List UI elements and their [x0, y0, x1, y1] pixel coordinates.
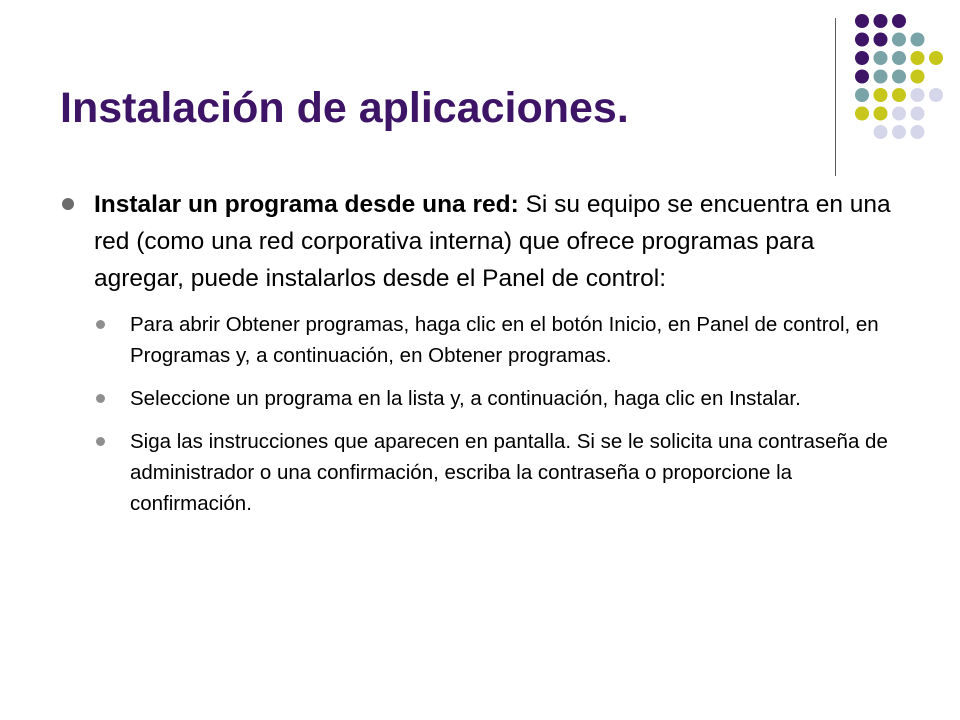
decorative-dot — [911, 33, 925, 47]
title-divider — [835, 18, 836, 176]
decorative-dot — [855, 51, 869, 65]
sub-bullet — [62, 426, 892, 519]
decorative-dot — [855, 107, 869, 121]
decorative-dot — [892, 70, 906, 84]
decorative-dot — [911, 51, 925, 65]
decorative-dot — [911, 88, 925, 102]
decorative-dot — [874, 33, 888, 47]
decorative-dot — [855, 14, 869, 28]
sub-bullet-text: Para abrir Obtener programas, haga clic en el botón Inicio, en Panel de control, en Programas y, a continuación, en Obtener programas. — [130, 313, 879, 367]
decorative-dot — [892, 33, 906, 47]
main-bullet-text: Si su equipo se encuentra en una red (como una red corporativa interna) que ofrece programas para agregar, puede instalarlos desde el Panel de control: — [94, 191, 891, 292]
slide-title: Instalación de aplicaciones. — [60, 84, 629, 132]
decorative-dot — [892, 107, 906, 121]
decorative-dot — [874, 14, 888, 28]
sub-bullet-text: Siga las instrucciones que aparecen en pantalla. Si se le solicita una contraseña de administrador o una confirmación, escriba la contraseña o proporcione la confirmación. — [130, 430, 888, 515]
decorative-dot — [911, 107, 925, 121]
decorative-dot — [855, 70, 869, 84]
bullet-icon — [62, 198, 74, 210]
decorative-dot — [855, 33, 869, 47]
decorative-dot — [892, 125, 906, 139]
sub-bullet-text: Seleccione un programa en la lista y, a continuación, haga clic en Instalar. — [130, 387, 801, 410]
slide-body — [62, 186, 892, 531]
decorative-dot — [892, 51, 906, 65]
decorative-dot — [874, 125, 888, 139]
decorative-dot — [874, 107, 888, 121]
main-bullet-lead: Instalar un programa desde una red: — [94, 191, 519, 218]
decorative-dot — [874, 88, 888, 102]
sub-bullet — [62, 309, 892, 371]
decorative-dot — [892, 88, 906, 102]
decorative-dot — [892, 14, 906, 28]
bullet-icon — [96, 394, 105, 403]
decorative-dot — [874, 51, 888, 65]
bullet-icon — [96, 320, 105, 329]
sub-bullet — [62, 383, 892, 414]
decorative-dot — [911, 70, 925, 84]
bullet-icon — [96, 437, 105, 446]
decorative-dot — [929, 88, 943, 102]
decorative-dot — [874, 70, 888, 84]
main-bullet — [62, 186, 892, 297]
decorative-dot — [855, 88, 869, 102]
decorative-dot — [929, 51, 943, 65]
decorative-dot — [911, 125, 925, 139]
sub-bullet-list — [62, 309, 892, 519]
